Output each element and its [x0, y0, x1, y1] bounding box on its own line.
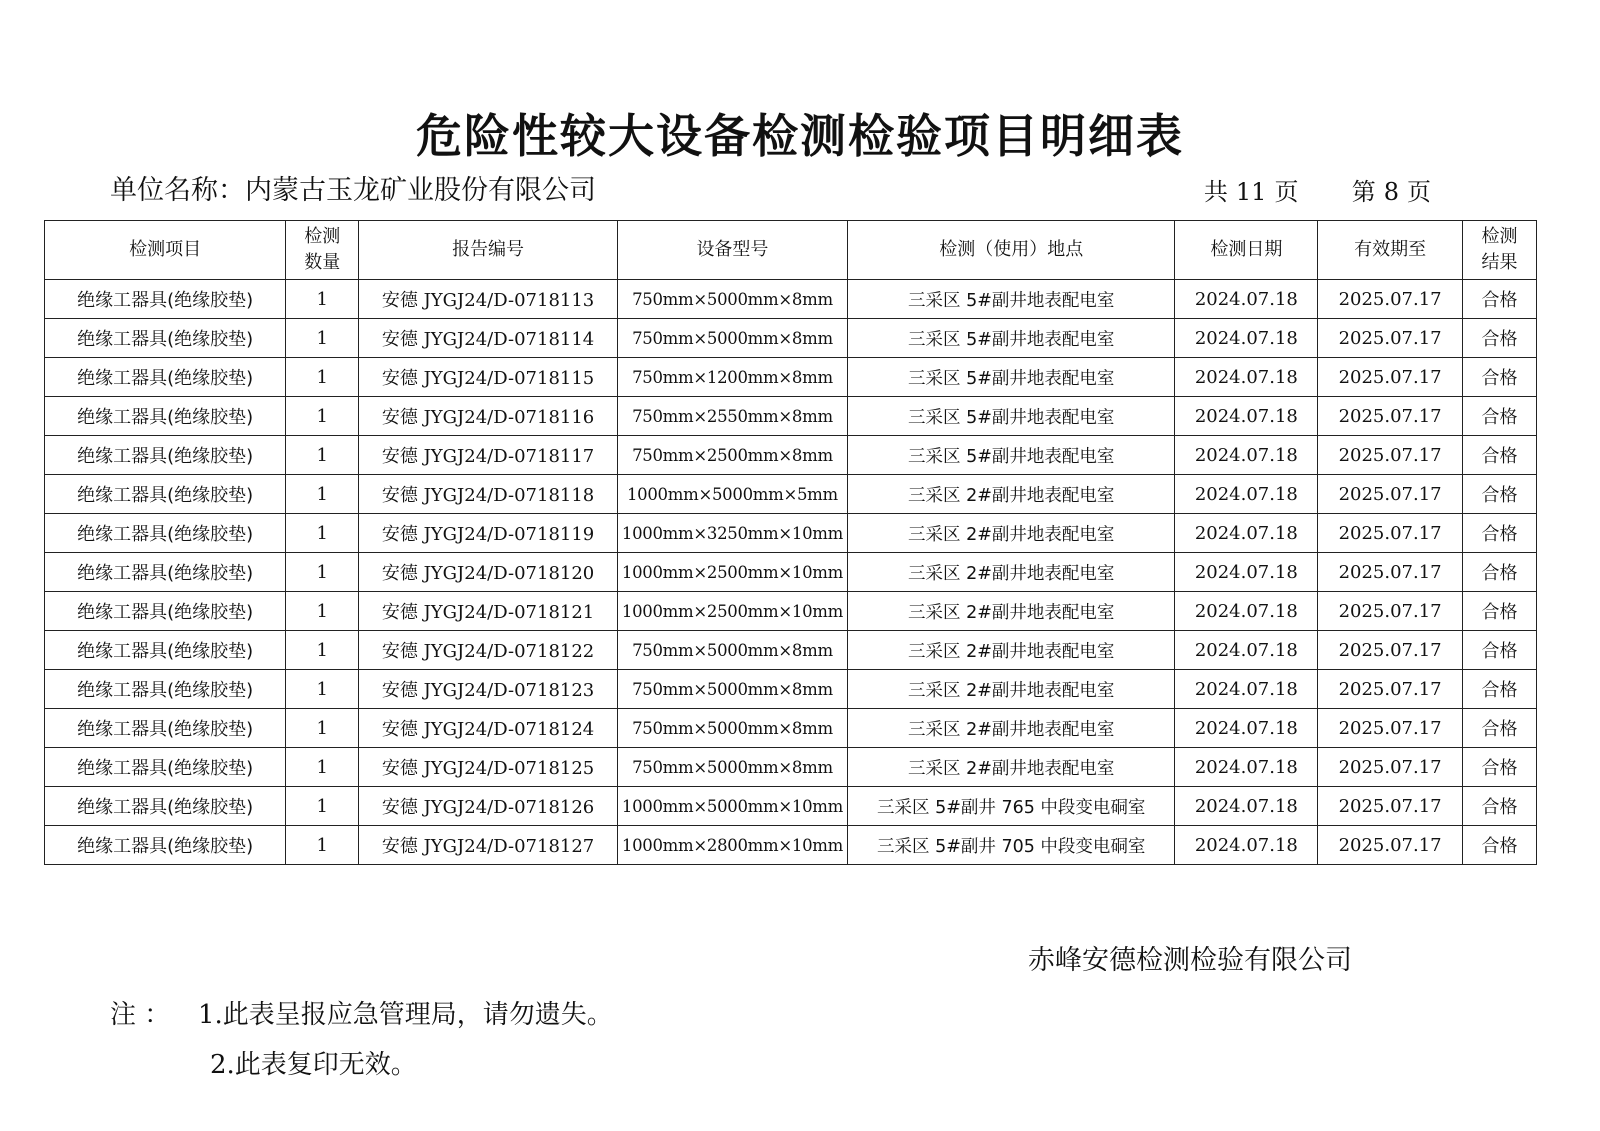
cell-quantity: 1 [286, 631, 359, 670]
table-row [45, 748, 1537, 787]
cell-model: 750mm×2500mm×8mm [617, 436, 847, 475]
cell-quantity: 1 [286, 787, 359, 826]
cell-report-no: 安德 JYGJ24/D-0718117 [359, 436, 618, 475]
cell-location: 三采区 5#副井地表配电室 [847, 280, 1175, 319]
unit-name-line [110, 168, 596, 207]
cell-item: 绝缘工器具(绝缘胶垫) [45, 826, 286, 865]
cell-test-date: 2024.07.18 [1175, 475, 1318, 514]
header-result [1462, 221, 1536, 280]
cell-item: 绝缘工器具(绝缘胶垫) [45, 670, 286, 709]
cell-valid-until: 2025.07.17 [1318, 748, 1463, 787]
cell-test-date: 2024.07.18 [1175, 709, 1318, 748]
cell-model: 1000mm×5000mm×10mm [617, 787, 847, 826]
header-item: 检测项目 [45, 221, 286, 280]
cell-result: 合格 [1462, 592, 1536, 631]
cell-quantity: 1 [286, 514, 359, 553]
cell-model: 1000mm×2800mm×10mm [617, 826, 847, 865]
total-pages: 11 [1235, 178, 1267, 206]
cell-valid-until: 2025.07.17 [1318, 787, 1463, 826]
cell-test-date: 2024.07.18 [1175, 631, 1318, 670]
note-2: 2.此表复印无效。 [210, 1050, 417, 1080]
issuing-company: 赤峰安德检测检验有限公司 [1028, 945, 1352, 976]
table-row [45, 514, 1537, 553]
page-title: 危险性较大设备检测检验项目明细表 [416, 109, 1184, 163]
cell-test-date: 2024.07.18 [1175, 748, 1318, 787]
table-header-row [45, 221, 1537, 280]
cell-model: 750mm×5000mm×8mm [617, 280, 847, 319]
cell-result: 合格 [1462, 670, 1536, 709]
table-body [45, 280, 1537, 865]
cell-location: 三采区 5#副井 705 中段变电硐室 [847, 826, 1175, 865]
cell-model: 1000mm×2500mm×10mm [617, 553, 847, 592]
cell-quantity: 1 [286, 670, 359, 709]
cell-location: 三采区 2#副井地表配电室 [847, 670, 1175, 709]
cell-item: 绝缘工器具(绝缘胶垫) [45, 748, 286, 787]
cell-valid-until: 2025.07.17 [1318, 475, 1463, 514]
cell-location: 三采区 2#副井地表配电室 [847, 631, 1175, 670]
cell-quantity: 1 [286, 397, 359, 436]
table-row [45, 397, 1537, 436]
cell-location: 三采区 2#副井地表配电室 [847, 514, 1175, 553]
unit-label: 单位名称： [110, 175, 245, 206]
cell-test-date: 2024.07.18 [1175, 436, 1318, 475]
cell-quantity: 1 [286, 319, 359, 358]
cell-result: 合格 [1462, 280, 1536, 319]
header-result-line1: 检测 [1481, 226, 1518, 247]
total-pages-suffix: 页 [1274, 178, 1299, 206]
table-row [45, 670, 1537, 709]
header-test-date: 检测日期 [1175, 221, 1318, 280]
table-row [45, 631, 1537, 670]
cell-result: 合格 [1462, 709, 1536, 748]
cell-valid-until: 2025.07.17 [1318, 631, 1463, 670]
cell-report-no: 安德 JYGJ24/D-0718126 [359, 787, 618, 826]
header-location: 检测（使用）地点 [847, 221, 1175, 280]
cell-model: 750mm×5000mm×8mm [617, 319, 847, 358]
table-row [45, 280, 1537, 319]
cell-item: 绝缘工器具(绝缘胶垫) [45, 319, 286, 358]
cell-result: 合格 [1462, 514, 1536, 553]
cell-valid-until: 2025.07.17 [1318, 553, 1463, 592]
cell-result: 合格 [1462, 748, 1536, 787]
cell-valid-until: 2025.07.17 [1318, 592, 1463, 631]
cell-quantity: 1 [286, 709, 359, 748]
cell-location: 三采区 2#副井地表配电室 [847, 475, 1175, 514]
cell-item: 绝缘工器具(绝缘胶垫) [45, 553, 286, 592]
cell-location: 三采区 5#副井地表配电室 [847, 436, 1175, 475]
cell-location: 三采区 2#副井地表配电室 [847, 709, 1175, 748]
table-row [45, 475, 1537, 514]
cell-test-date: 2024.07.18 [1175, 358, 1318, 397]
cell-test-date: 2024.07.18 [1175, 514, 1318, 553]
cell-report-no: 安德 JYGJ24/D-0718113 [359, 280, 618, 319]
cell-result: 合格 [1462, 826, 1536, 865]
cell-item: 绝缘工器具(绝缘胶垫) [45, 709, 286, 748]
header-quantity [286, 221, 359, 280]
cell-valid-until: 2025.07.17 [1318, 397, 1463, 436]
current-page-prefix: 第 [1351, 178, 1376, 206]
cell-valid-until: 2025.07.17 [1318, 319, 1463, 358]
cell-item: 绝缘工器具(绝缘胶垫) [45, 475, 286, 514]
cell-quantity: 1 [286, 826, 359, 865]
note-1: 1.此表呈报应急管理局，请勿遗失。 [198, 1000, 613, 1030]
cell-valid-until: 2025.07.17 [1318, 280, 1463, 319]
page-info [1200, 172, 1435, 207]
cell-result: 合格 [1462, 397, 1536, 436]
cell-location: 三采区 5#副井地表配电室 [847, 358, 1175, 397]
cell-model: 1000mm×3250mm×10mm [617, 514, 847, 553]
cell-report-no: 安德 JYGJ24/D-0718124 [359, 709, 618, 748]
cell-item: 绝缘工器具(绝缘胶垫) [45, 514, 286, 553]
cell-report-no: 安德 JYGJ24/D-0718121 [359, 592, 618, 631]
cell-test-date: 2024.07.18 [1175, 670, 1318, 709]
cell-report-no: 安德 JYGJ24/D-0718114 [359, 319, 618, 358]
cell-model: 750mm×2550mm×8mm [617, 397, 847, 436]
cell-result: 合格 [1462, 358, 1536, 397]
cell-location: 三采区 5#副井地表配电室 [847, 319, 1175, 358]
cell-quantity: 1 [286, 358, 359, 397]
cell-quantity: 1 [286, 475, 359, 514]
cell-location: 三采区 2#副井地表配电室 [847, 748, 1175, 787]
table-row [45, 553, 1537, 592]
cell-model: 750mm×5000mm×8mm [617, 709, 847, 748]
cell-valid-until: 2025.07.17 [1318, 670, 1463, 709]
note-row-1 [110, 990, 613, 1040]
cell-item: 绝缘工器具(绝缘胶垫) [45, 280, 286, 319]
cell-model: 750mm×5000mm×8mm [617, 670, 847, 709]
cell-item: 绝缘工器具(绝缘胶垫) [45, 436, 286, 475]
notes [110, 990, 613, 1090]
cell-report-no: 安德 JYGJ24/D-0718115 [359, 358, 618, 397]
header-report-no: 报告编号 [359, 221, 618, 280]
cell-model: 1000mm×5000mm×5mm [617, 475, 847, 514]
note-row-2 [110, 1040, 613, 1090]
cell-quantity: 1 [286, 748, 359, 787]
cell-result: 合格 [1462, 631, 1536, 670]
table-row [45, 319, 1537, 358]
cell-report-no: 安德 JYGJ24/D-0718125 [359, 748, 618, 787]
cell-result: 合格 [1462, 787, 1536, 826]
cell-test-date: 2024.07.18 [1175, 397, 1318, 436]
header-quantity-line1: 检测 [304, 226, 341, 247]
current-page: 8 [1383, 178, 1399, 206]
cell-test-date: 2024.07.18 [1175, 280, 1318, 319]
note-label: 注 ： [110, 1000, 171, 1030]
cell-report-no: 安德 JYGJ24/D-0718120 [359, 553, 618, 592]
cell-item: 绝缘工器具(绝缘胶垫) [45, 592, 286, 631]
cell-valid-until: 2025.07.17 [1318, 826, 1463, 865]
cell-model: 1000mm×2500mm×10mm [617, 592, 847, 631]
cell-model: 750mm×5000mm×8mm [617, 748, 847, 787]
unit-name: 内蒙古玉龙矿业股份有限公司 [245, 175, 596, 206]
cell-report-no: 安德 JYGJ24/D-0718118 [359, 475, 618, 514]
cell-report-no: 安德 JYGJ24/D-0718122 [359, 631, 618, 670]
total-pages-prefix: 共 [1203, 178, 1228, 206]
cell-location: 三采区 5#副井地表配电室 [847, 397, 1175, 436]
table-row [45, 358, 1537, 397]
cell-item: 绝缘工器具(绝缘胶垫) [45, 397, 286, 436]
cell-test-date: 2024.07.18 [1175, 592, 1318, 631]
cell-model: 750mm×1200mm×8mm [617, 358, 847, 397]
cell-test-date: 2024.07.18 [1175, 553, 1318, 592]
cell-item: 绝缘工器具(绝缘胶垫) [45, 358, 286, 397]
cell-location: 三采区 5#副井 765 中段变电硐室 [847, 787, 1175, 826]
cell-location: 三采区 2#副井地表配电室 [847, 553, 1175, 592]
cell-quantity: 1 [286, 553, 359, 592]
cell-test-date: 2024.07.18 [1175, 787, 1318, 826]
inspection-detail-table [44, 220, 1537, 865]
cell-report-no: 安德 JYGJ24/D-0718123 [359, 670, 618, 709]
cell-location: 三采区 2#副井地表配电室 [847, 592, 1175, 631]
cell-valid-until: 2025.07.17 [1318, 709, 1463, 748]
cell-model: 750mm×5000mm×8mm [617, 631, 847, 670]
header-result-line2: 结果 [1481, 252, 1518, 273]
cell-result: 合格 [1462, 475, 1536, 514]
header-model: 设备型号 [617, 221, 847, 280]
cell-quantity: 1 [286, 280, 359, 319]
cell-quantity: 1 [286, 436, 359, 475]
header-valid-until: 有效期至 [1318, 221, 1463, 280]
table-row [45, 826, 1537, 865]
table-row [45, 592, 1537, 631]
cell-result: 合格 [1462, 319, 1536, 358]
cell-result: 合格 [1462, 436, 1536, 475]
cell-test-date: 2024.07.18 [1175, 826, 1318, 865]
cell-valid-until: 2025.07.17 [1318, 358, 1463, 397]
table-row [45, 787, 1537, 826]
cell-valid-until: 2025.07.17 [1318, 514, 1463, 553]
cell-item: 绝缘工器具(绝缘胶垫) [45, 631, 286, 670]
cell-test-date: 2024.07.18 [1175, 319, 1318, 358]
cell-report-no: 安德 JYGJ24/D-0718127 [359, 826, 618, 865]
header-quantity-line2: 数量 [304, 252, 341, 273]
current-page-suffix: 页 [1407, 178, 1431, 206]
table-row [45, 709, 1537, 748]
cell-report-no: 安德 JYGJ24/D-0718119 [359, 514, 618, 553]
cell-item: 绝缘工器具(绝缘胶垫) [45, 787, 286, 826]
table-row [45, 436, 1537, 475]
cell-result: 合格 [1462, 553, 1536, 592]
cell-valid-until: 2025.07.17 [1318, 436, 1463, 475]
cell-quantity: 1 [286, 592, 359, 631]
cell-report-no: 安德 JYGJ24/D-0718116 [359, 397, 618, 436]
